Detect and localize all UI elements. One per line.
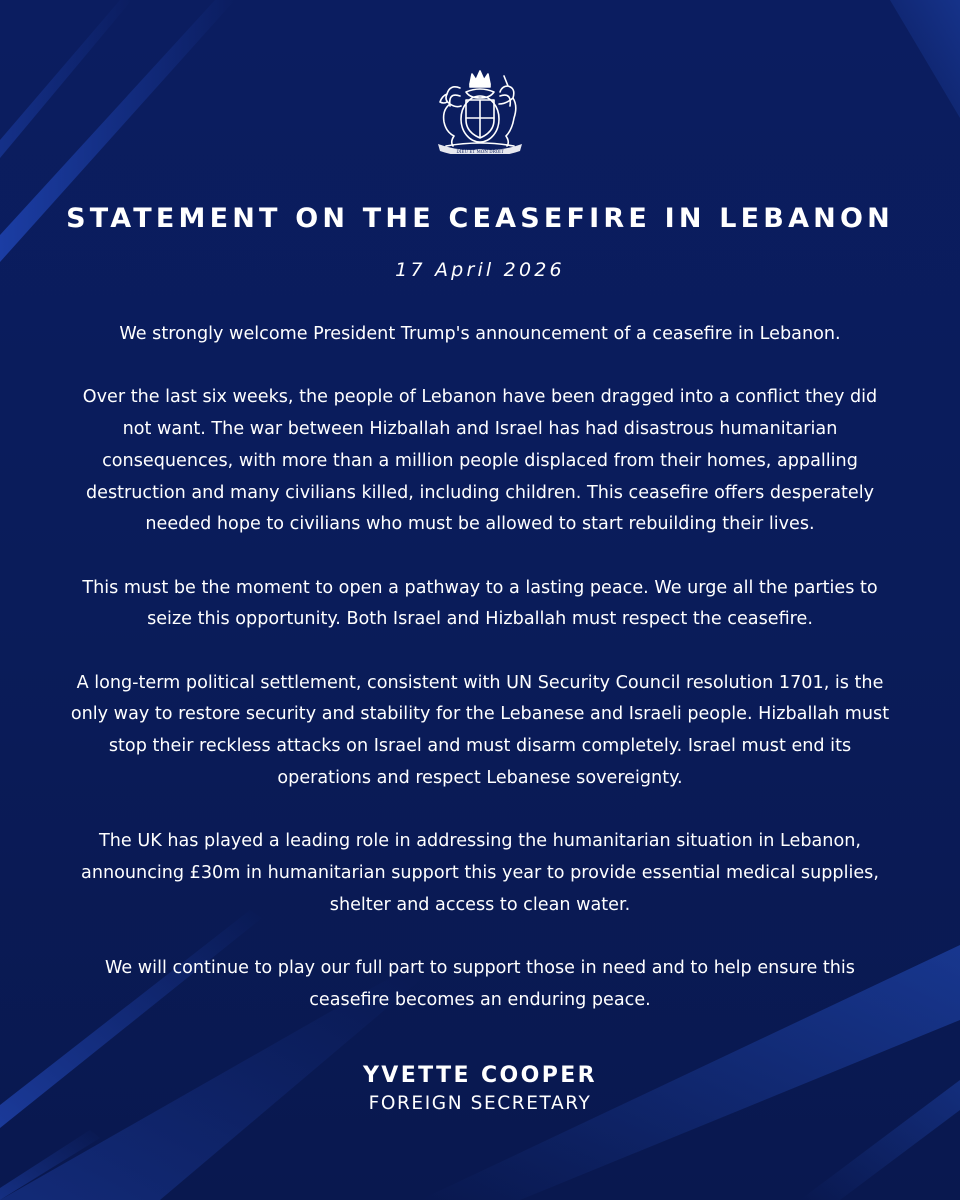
statement-paragraph: Over the last six weeks, the people of Lebanon have been dragged into a conflict they did not want. The war between Hizballah and Israel has had disastrous humanitarian consequences, with more than a million people displaced from their homes, appalling destruction and many civilians killed, including children. This ceasefire offers desperately needed hope to civilians who must be allowed to start rebuilding their lives.	[82, 387, 878, 535]
statement-date: 17 April 2026	[395, 259, 565, 281]
crest-motto: DIEU ET MON DROIT	[456, 149, 504, 154]
statement-paragraph: We strongly welcome President Trump's announcement of a ceasefire in Lebanon.	[119, 324, 841, 344]
statement-body	[30, 319, 930, 1016]
statement-paragraph: A long-term political settlement, consistent with UN Security Council resolution 1701, is the only way to restore security and stability for the Lebanese and Israeli people. Hizballah must stop their reckless attacks on Israel and must disarm completely. Israel must end its operations and respect Lebanese sovereignty.	[70, 672, 890, 788]
statement-paragraph: This must be the moment to open a pathway to a lasting peace. We urge all the parties to seize this opportunity. Both Israel and Hizballah must respect the ceasefire.	[82, 577, 878, 630]
signatory-name: YVETTE COOPER	[362, 1063, 598, 1088]
statement-paragraph: We will continue to play our full part to support those in need and to help ensure this ceasefire becomes an enduring peace.	[105, 957, 855, 1010]
royal-coat-of-arms-icon	[420, 62, 540, 154]
statement-title: STATEMENT ON THE CEASEFIRE IN LEBANON	[66, 203, 894, 234]
statement-paragraph: The UK has played a leading role in addressing the humanitarian situation in Lebanon, announcing £30m in humanitarian support this year to provide essential medical supplies, shelter and access to clean water.	[81, 831, 879, 915]
signatory-role: FOREIGN SECRETARY	[368, 1093, 592, 1114]
